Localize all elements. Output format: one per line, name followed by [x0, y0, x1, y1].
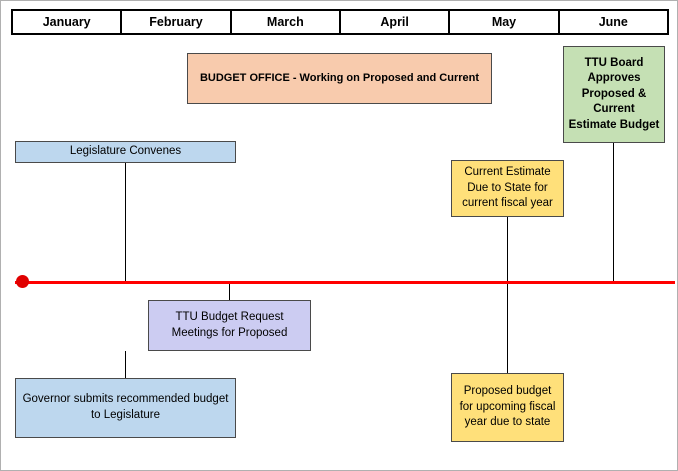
event-label-ttu-budget-request: TTU Budget Request Meetings for Proposed: [171, 310, 288, 339]
connector-ttu-board: [613, 143, 614, 283]
event-label-governor-submits: Governor submits recommended budget to Legislature: [22, 393, 229, 421]
event-box-governor-submits: [15, 378, 236, 438]
month-cell-february: February: [122, 11, 231, 33]
event-box-ttu-board: [563, 46, 665, 143]
connector-current-estimate: [507, 217, 508, 283]
month-cell-march: March: [232, 11, 341, 33]
month-cell-may: May: [450, 11, 559, 33]
event-box-budget-office: [187, 53, 492, 104]
event-label-proposed-budget: Proposed budget for upcoming fiscal year due to state: [459, 385, 556, 429]
event-box-ttu-budget-request: [148, 300, 311, 351]
event-label-ttu-board: TTU Board Approves Proposed & Current Estimate Budget: [568, 56, 660, 131]
event-box-current-estimate: [451, 160, 564, 217]
month-cell-january: January: [13, 11, 122, 33]
event-label-budget-office: BUDGET OFFICE - Working on Proposed and Current: [199, 72, 480, 85]
connector-ttu-budget-request: [229, 283, 230, 301]
month-cell-april: April: [341, 11, 450, 33]
connector-legislature-convenes: [125, 163, 126, 283]
event-label-legislature-convenes: Legislature Convenes: [69, 145, 182, 158]
month-header-bar: [11, 9, 669, 35]
event-label-current-estimate: Current Estimate Due to State for current fiscal year: [462, 166, 553, 210]
event-box-legislature-convenes: [15, 141, 236, 163]
timeline-start-marker: [16, 275, 29, 288]
month-cell-june: June: [560, 11, 667, 33]
connector-governor-submits: [125, 351, 126, 379]
event-box-proposed-budget: [451, 373, 564, 442]
timeline-axis: [15, 281, 675, 284]
connector-proposed-budget: [507, 283, 508, 374]
